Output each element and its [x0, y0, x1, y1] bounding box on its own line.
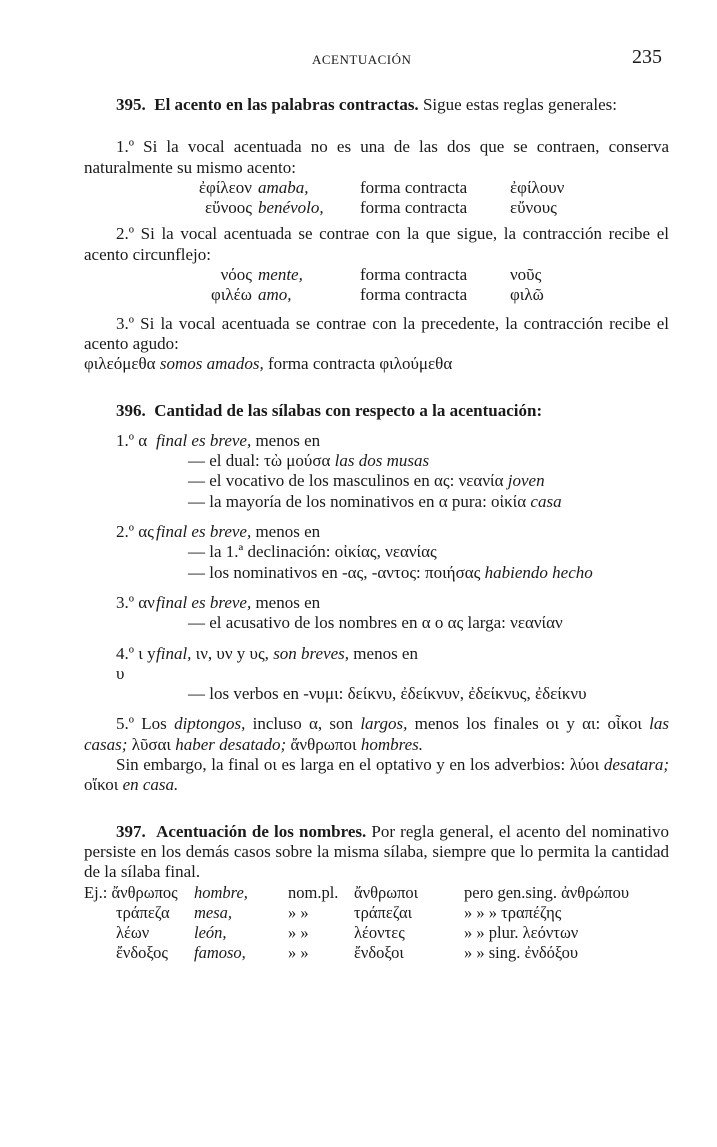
text: menos los finales οι y αι: οἶκοι: [407, 714, 650, 734]
section-number: 395.: [116, 95, 146, 114]
item-text: — la mayoría de los nominativos en α pura: οἰκία: [188, 491, 531, 511]
table-cell: λέοντες: [354, 923, 405, 943]
italic-text: largos,: [360, 714, 408, 734]
table-cell: ἔνδοξος: [116, 943, 168, 963]
translation: amaba,: [258, 177, 309, 197]
label: forma contracta: [360, 265, 468, 285]
list-item: [188, 451, 669, 471]
page-header: [0, 44, 717, 74]
rule-label: 2.º ας: [116, 522, 154, 542]
table-cell: » »: [288, 923, 309, 943]
table-cell: ἔνδοξοι: [354, 943, 404, 963]
table-row: [84, 903, 669, 923]
list-item: [188, 613, 669, 633]
example-table: [84, 883, 669, 964]
table-row: [84, 923, 669, 943]
rule-rest: menos en: [349, 643, 418, 663]
rule-396-5: [84, 714, 669, 755]
example-row: [208, 285, 669, 305]
section-397-heading: [84, 822, 669, 883]
running-head: ACENTUACIÓN: [312, 52, 412, 67]
rule-items: [188, 613, 669, 633]
text: ἄνθρωποι: [286, 734, 361, 754]
list-item: [188, 471, 669, 491]
greek-word: εὔνοος: [205, 198, 252, 218]
example-row: [84, 354, 669, 374]
section-title: Acentuación de los nombres.: [156, 821, 367, 841]
table-row: [84, 883, 669, 903]
rule-italic: final es breve,: [156, 592, 252, 612]
rule-head: [116, 431, 669, 451]
list-item: [188, 492, 669, 512]
table-cell: hombre,: [194, 882, 248, 902]
text: λῦσαι: [127, 734, 176, 754]
greek-word: εὔνους: [510, 198, 557, 218]
rule-items: [188, 684, 669, 704]
rule-italic: final es breve,: [156, 522, 252, 542]
rule-head: [116, 644, 669, 685]
rule-rest: menos en: [251, 430, 321, 450]
section-title: El acento en las palabras contractas.: [154, 95, 419, 114]
rule-items: [188, 451, 669, 512]
greek-word: φιλούμεθα: [379, 354, 453, 374]
table-cell: ἄνθρωποι: [354, 882, 419, 902]
label: forma contracta: [360, 177, 468, 197]
page-content: [84, 95, 669, 964]
rule-text: [156, 522, 669, 542]
item-text: — el vocativo de los masculinos en ας: νεανία: [188, 471, 508, 491]
example-row: [162, 178, 669, 198]
list-item: [188, 542, 669, 562]
table-cell: león,: [194, 923, 227, 943]
greek-word: ἐφίλεον: [198, 177, 252, 197]
table-cell: pero gen.sing. ἀνθρώπου: [464, 882, 629, 902]
rule-rest: menos en: [251, 592, 321, 612]
rule-396-3: [116, 593, 669, 634]
page-number: 235: [632, 46, 662, 68]
rule-italic: son breves,: [273, 643, 350, 663]
greek-word: φιλέω: [211, 285, 252, 305]
rule-items: [188, 542, 669, 583]
italic-text: hombres.: [360, 734, 423, 754]
translation: benévolo,: [258, 198, 324, 218]
rule-text: [156, 644, 669, 685]
italic-text: haber desatado;: [175, 734, 287, 754]
list-item: [188, 684, 669, 704]
item-italic: joven: [507, 471, 545, 491]
rule-italic: final,: [156, 643, 192, 663]
rule-label: 1.º α: [116, 430, 148, 450]
example-row: [162, 198, 669, 218]
rule-395-1: 1.º Si la vocal acentuada no es una de las dos que se contraen, conserva naturalmente su mismo acento:: [84, 137, 669, 177]
section-396-heading: [84, 401, 669, 421]
text: incluso α, son: [245, 714, 361, 734]
table-cell: mesa,: [194, 902, 233, 922]
rule-396-note: [84, 755, 669, 796]
text: 5.º Los: [116, 714, 175, 734]
rule-label: 4.º ι y υ: [116, 643, 156, 683]
italic-text: desatara;: [603, 755, 669, 775]
table-cell: λέων: [116, 923, 150, 943]
label: forma contracta: [360, 285, 468, 305]
table-cell: » »: [288, 943, 309, 963]
rule-text: [156, 431, 669, 451]
table-cell: τράπεζα: [116, 902, 170, 922]
item-text: — la 1.ª declinación: οἰκίας, νεανίας: [188, 542, 437, 562]
translation: amo,: [258, 285, 292, 305]
example-block: [208, 265, 669, 306]
greek-word: ἐφίλουν: [510, 177, 565, 197]
section-title: Cantidad de las sílabas con respecto a la acentuación:: [154, 400, 543, 420]
example-block: [162, 178, 669, 219]
rule-label: 3.º αν: [116, 592, 155, 612]
italic-text: las casas;: [84, 714, 669, 754]
item-text: — el dual: τὼ μούσα: [188, 451, 335, 471]
translation: somos amados,: [159, 354, 264, 374]
table-cell: Ej.: ἄνθρωπος: [84, 882, 178, 902]
table-cell: » » plur. λεόντων: [464, 923, 579, 943]
section-395-heading: [84, 95, 669, 115]
rule-396-1: [116, 431, 669, 512]
table-row: [84, 943, 669, 963]
rule-396-2: [116, 522, 669, 583]
section-number: 396.: [116, 400, 146, 420]
item-text: — los nominativos en -ας, -αντος: ποιήσας: [188, 562, 485, 582]
italic-text: en casa.: [122, 775, 179, 795]
greek-word: νόος: [220, 265, 252, 285]
section-intro: Sigue estas reglas generales:: [418, 95, 617, 114]
table-cell: τράπεζαι: [354, 902, 413, 922]
greek-word: φιλεόμεθα: [84, 354, 156, 374]
italic-text: diptongos,: [174, 714, 246, 734]
greek-word: φιλῶ: [510, 285, 544, 305]
text: οἴκοι: [84, 775, 123, 795]
rule-396-4: [116, 644, 669, 705]
rule-head: [116, 522, 669, 542]
section-text: Por regla general, el acento del nominativo persiste en los demás casos sobre la misma sílaba, siempre que lo permita la cantidad de la sílaba final.: [84, 821, 670, 882]
item-text: — el acusativo de los nombres en α o ας larga: νεανίαν: [188, 613, 563, 633]
rule-395-3: 3.º Si la vocal acentuada se contrae con la precedente, la contracción recibe el acento agudo:: [84, 313, 669, 353]
table-cell: » »: [288, 902, 309, 922]
example-row: [208, 265, 669, 285]
greek-word: νοῦς: [510, 265, 542, 285]
text: Sin embargo, la final οι es larga en el optativo y en los adverbios: λύοι: [116, 755, 604, 775]
table-cell: nom.pl.: [288, 882, 339, 902]
rule-text: [156, 593, 669, 613]
list-item: [188, 563, 669, 583]
item-italic: casa: [530, 491, 562, 511]
table-cell: » » sing. ἐνδόξου: [464, 943, 579, 963]
rule-rest: menos en: [251, 522, 321, 542]
rule-head: [116, 593, 669, 613]
item-italic: habiendo hecho: [484, 562, 593, 582]
translation: mente,: [258, 265, 303, 285]
item-text: — los verbos en -νυμι: δείκνυ, ἐδείκνυν, ἐδείκνυς, ἐδείκνυ: [188, 684, 587, 704]
rule-395-2: 2.º Si la vocal acentuada se contrae con la que sigue, la contracción recibe el acento circunflejo:: [84, 224, 669, 264]
section-number: 397.: [116, 821, 146, 841]
rule-italic: final es breve,: [156, 430, 252, 450]
label: forma contracta: [360, 198, 468, 218]
rule-rest: ιν, υν y υς,: [191, 643, 274, 663]
table-cell: » » » τραπέζης: [464, 902, 562, 922]
item-italic: las dos musas: [334, 451, 430, 471]
label: forma contracta: [267, 354, 376, 374]
table-cell: famoso,: [194, 943, 246, 963]
